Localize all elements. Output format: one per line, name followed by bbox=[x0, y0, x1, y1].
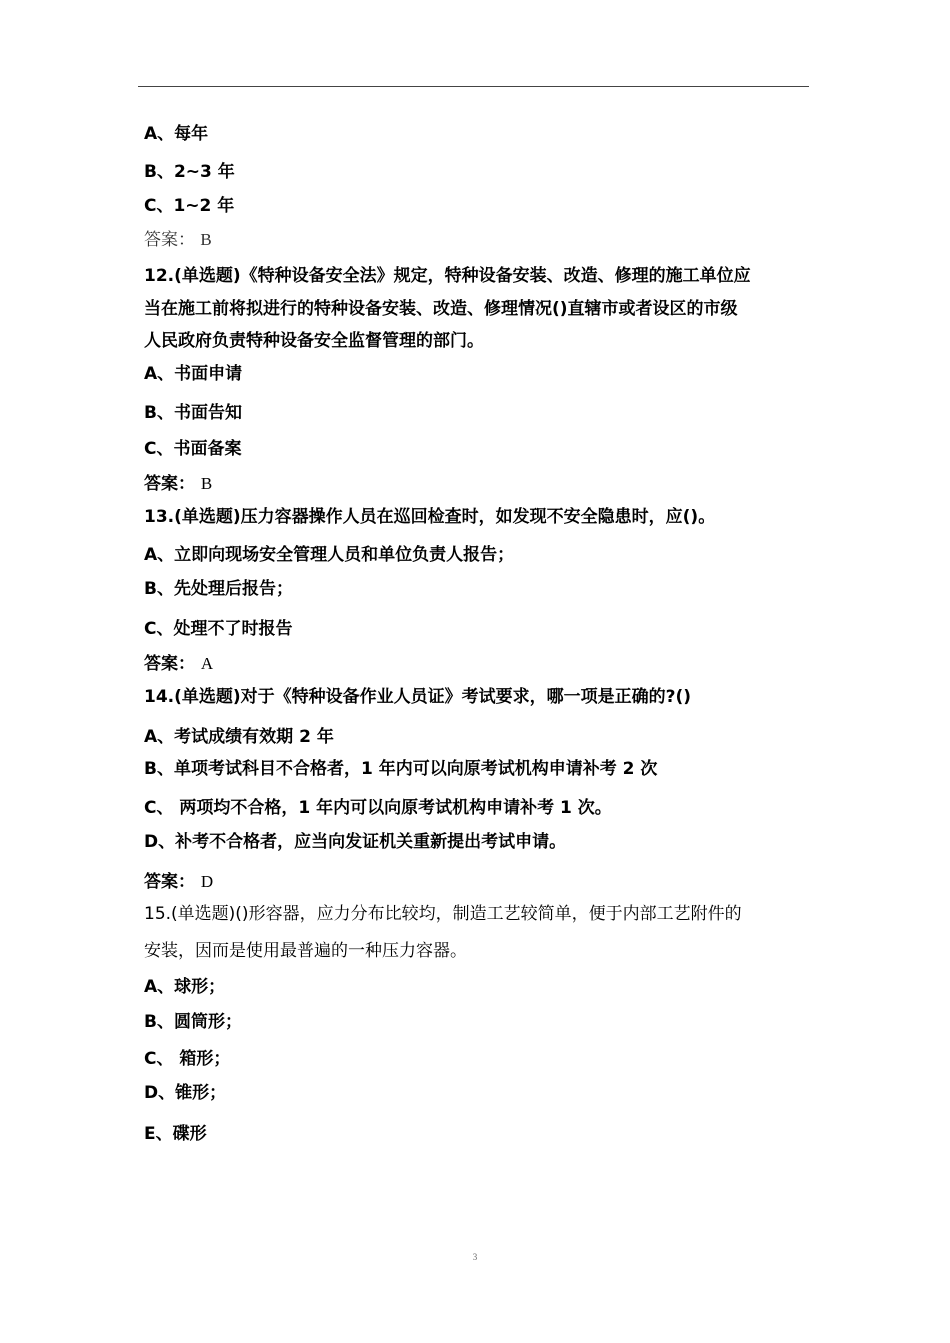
header-rule bbox=[138, 86, 809, 87]
answer-label: 答案： bbox=[144, 654, 195, 674]
q12-option-c: C、书面备案 bbox=[144, 439, 242, 459]
q13-option-c: C、处理不了时报告 bbox=[144, 619, 293, 639]
page-number: 3 bbox=[472, 1252, 478, 1262]
q12-option-b: B、书面告知 bbox=[144, 403, 242, 423]
q13-answer bbox=[144, 654, 213, 674]
q15-option-c: C、 箱形； bbox=[144, 1049, 231, 1069]
q15-option-b: B、圆筒形； bbox=[144, 1012, 242, 1032]
answer-label: 答案： bbox=[144, 230, 195, 250]
q15-stem-line1: 15.(单选题)()形容器，应力分布比较均，制造工艺较简单，便于内部工艺附件的 bbox=[144, 904, 742, 924]
q11-option-c: C、1~2 年 bbox=[144, 196, 235, 216]
q13-stem-line1: 13.(单选题)压力容器操作人员在巡回检查时，如发现不安全隐患时，应()。 bbox=[144, 507, 716, 527]
q13-option-a: A、立即向现场安全管理人员和单位负责人报告； bbox=[144, 545, 515, 565]
q11-option-b: B、2~3 年 bbox=[144, 162, 235, 182]
q12-answer bbox=[144, 474, 212, 494]
q14-option-b: B、单项考试科目不合格者，1 年内可以向原考试机构申请补考 2 次 bbox=[144, 759, 658, 779]
q14-option-c: C、 两项均不合格，1 年内可以向原考试机构申请补考 1 次。 bbox=[144, 798, 612, 818]
answer-value: A bbox=[200, 654, 214, 673]
q15-option-a: A、球形； bbox=[144, 977, 226, 997]
answer-value: D bbox=[200, 872, 214, 891]
answer-value: B bbox=[200, 230, 212, 249]
q13-option-b: B、先处理后报告； bbox=[144, 579, 293, 599]
q11-answer bbox=[144, 230, 212, 250]
q11-option-a: A、每年 bbox=[144, 124, 209, 144]
answer-value: B bbox=[200, 474, 213, 493]
q12-stem-line2: 当在施工前将拟进行的特种设备安装、改造、修理情况()直辖市或者设区的市级 bbox=[144, 299, 738, 319]
q15-stem-line2: 安装，因而是使用最普遍的一种压力容器。 bbox=[144, 941, 467, 961]
answer-label: 答案： bbox=[144, 474, 195, 494]
q15-option-e: E、碟形 bbox=[144, 1124, 207, 1144]
q15-option-d: D、锥形； bbox=[144, 1083, 227, 1103]
q12-stem-line3: 人民政府负责特种设备安全监督管理的部门。 bbox=[144, 331, 484, 351]
q12-stem-line1: 12.(单选题)《特种设备安全法》规定，特种设备安装、改造、修理的施工单位应 bbox=[144, 266, 751, 286]
q14-stem-line1: 14.(单选题)对于《特种设备作业人员证》考试要求，哪一项是正确的?() bbox=[144, 687, 692, 707]
answer-label: 答案： bbox=[144, 872, 195, 892]
q12-option-a: A、书面申请 bbox=[144, 364, 243, 384]
q14-option-d: D、补考不合格者，应当向发证机关重新提出考试申请。 bbox=[144, 832, 567, 852]
q14-option-a: A、考试成绩有效期 2 年 bbox=[144, 727, 334, 747]
q14-answer bbox=[144, 872, 213, 892]
